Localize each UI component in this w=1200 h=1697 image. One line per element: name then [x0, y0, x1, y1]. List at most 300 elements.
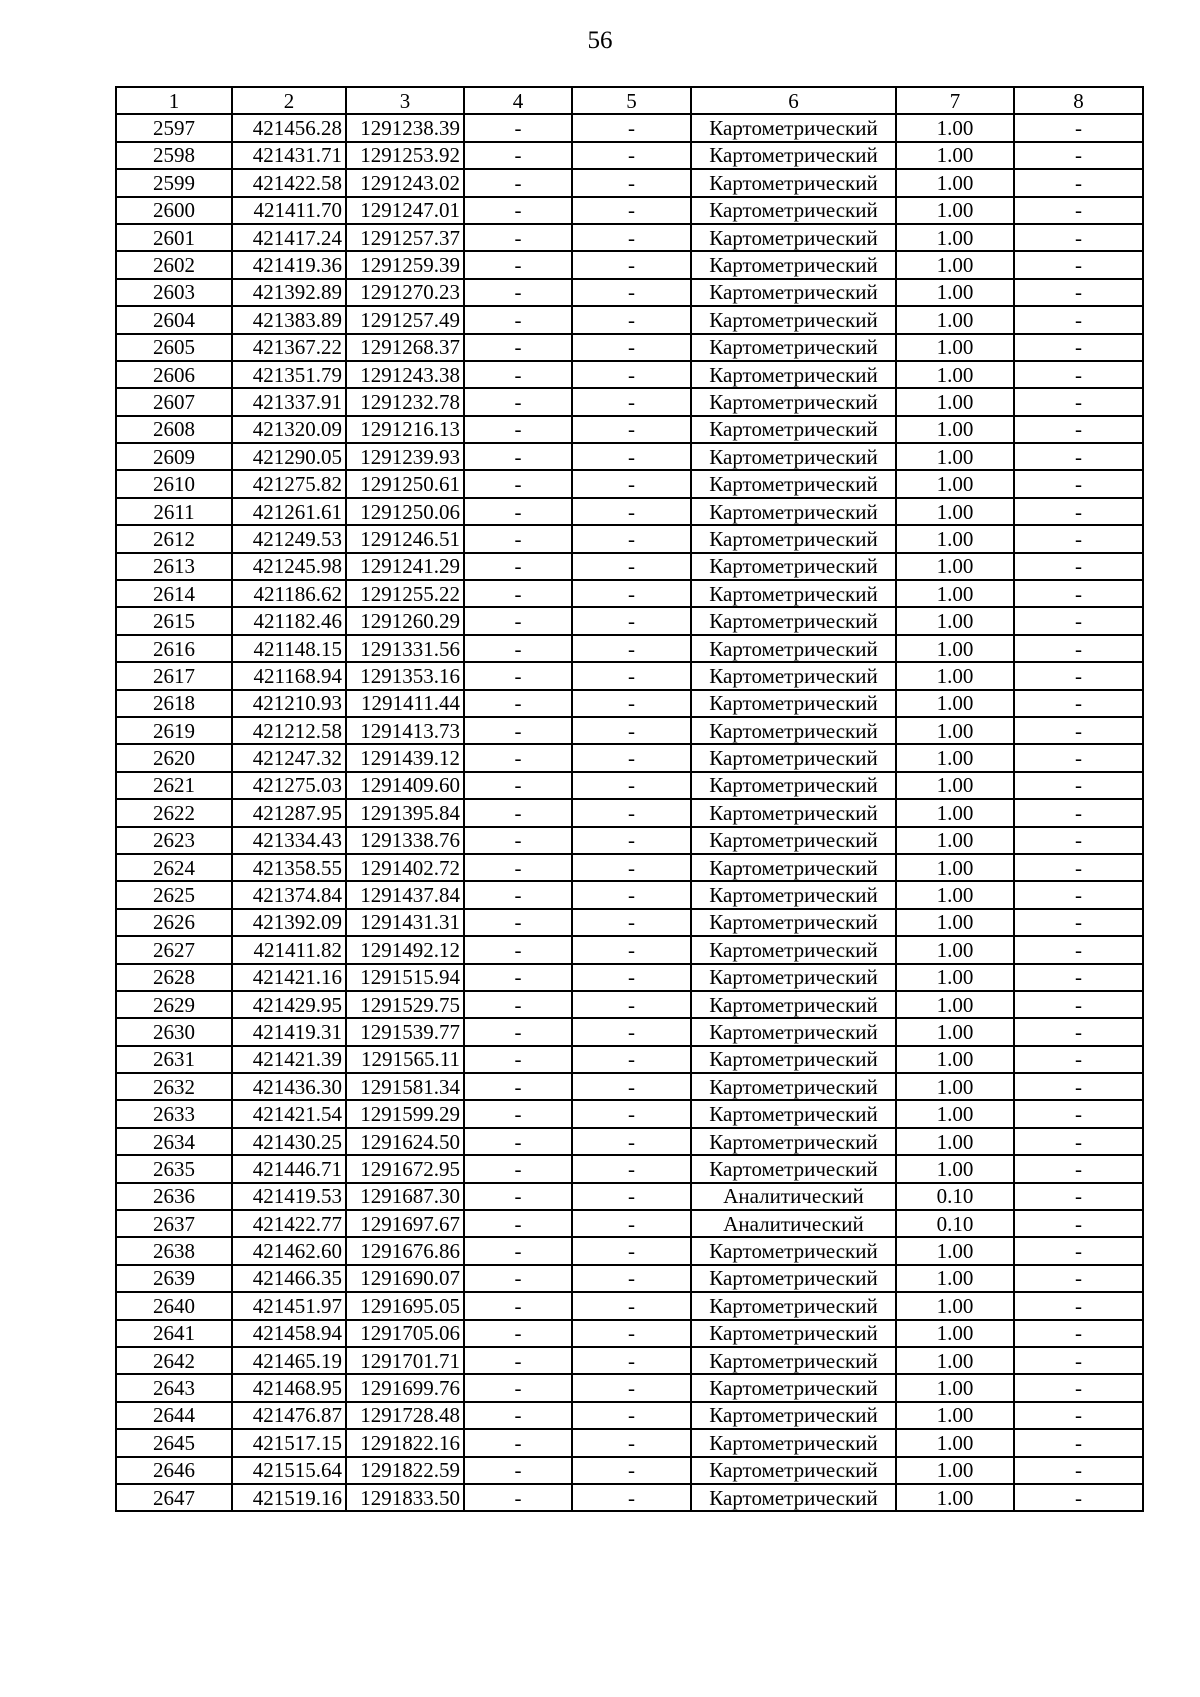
- column-4-cell: -: [464, 772, 572, 799]
- column-5-cell: -: [572, 169, 691, 196]
- column-5-cell: -: [572, 525, 691, 552]
- y-coordinate-cell: 1291822.59: [346, 1457, 464, 1484]
- column-8-cell: -: [1014, 306, 1143, 333]
- method-cell: Картометрический: [691, 1073, 896, 1100]
- column-8-cell: -: [1014, 443, 1143, 470]
- method-cell: Картометрический: [691, 553, 896, 580]
- point-number-cell: 2602: [116, 251, 232, 278]
- point-number-cell: 2627: [116, 936, 232, 963]
- y-coordinate-cell: 1291255.22: [346, 580, 464, 607]
- column-4-cell: -: [464, 443, 572, 470]
- table-row: [116, 690, 1143, 717]
- accuracy-cell: 1.00: [896, 799, 1014, 826]
- column-8-cell: -: [1014, 717, 1143, 744]
- table-row: [116, 662, 1143, 689]
- table-row: [116, 744, 1143, 771]
- accuracy-cell: 1.00: [896, 1046, 1014, 1073]
- x-coordinate-cell: 421392.09: [232, 909, 346, 936]
- table-row: [116, 1292, 1143, 1319]
- column-8-cell: -: [1014, 1265, 1143, 1292]
- table-row: [116, 964, 1143, 991]
- x-coordinate-cell: 421458.94: [232, 1320, 346, 1347]
- table-row: [116, 936, 1143, 963]
- column-5-cell: -: [572, 772, 691, 799]
- point-number-cell: 2624: [116, 854, 232, 881]
- column-4-cell: -: [464, 197, 572, 224]
- column-8-cell: -: [1014, 1155, 1143, 1182]
- column-5-cell: -: [572, 909, 691, 936]
- column-8-cell: -: [1014, 772, 1143, 799]
- accuracy-cell: 1.00: [896, 114, 1014, 141]
- column-8-cell: -: [1014, 827, 1143, 854]
- table-row: [116, 114, 1143, 141]
- method-cell: Картометрический: [691, 498, 896, 525]
- accuracy-cell: 1.00: [896, 1265, 1014, 1292]
- column-5-cell: -: [572, 964, 691, 991]
- column-4-cell: -: [464, 169, 572, 196]
- column-4-cell: -: [464, 114, 572, 141]
- point-number-cell: 2599: [116, 169, 232, 196]
- y-coordinate-cell: 1291243.02: [346, 169, 464, 196]
- point-number-cell: 2616: [116, 635, 232, 662]
- page-number: 56: [587, 27, 613, 54]
- x-coordinate-cell: 421212.58: [232, 717, 346, 744]
- accuracy-cell: 1.00: [896, 662, 1014, 689]
- table-row: [116, 416, 1143, 443]
- accuracy-cell: 1.00: [896, 498, 1014, 525]
- column-4-cell: -: [464, 881, 572, 908]
- method-cell: Картометрический: [691, 662, 896, 689]
- method-cell: Картометрический: [691, 361, 896, 388]
- column-4-cell: -: [464, 1374, 572, 1401]
- table-header-row: [116, 87, 1143, 114]
- x-coordinate-cell: 421421.54: [232, 1100, 346, 1127]
- column-header: 2: [232, 87, 346, 114]
- x-coordinate-cell: 421465.19: [232, 1347, 346, 1374]
- table-row: [116, 1374, 1143, 1401]
- column-4-cell: -: [464, 1073, 572, 1100]
- accuracy-cell: 1.00: [896, 306, 1014, 333]
- column-5-cell: -: [572, 142, 691, 169]
- column-8-cell: -: [1014, 334, 1143, 361]
- x-coordinate-cell: 421320.09: [232, 416, 346, 443]
- column-5-cell: -: [572, 1484, 691, 1511]
- point-number-cell: 2630: [116, 1018, 232, 1045]
- column-8-cell: -: [1014, 1429, 1143, 1456]
- point-number-cell: 2645: [116, 1429, 232, 1456]
- accuracy-cell: 1.00: [896, 1374, 1014, 1401]
- column-4-cell: -: [464, 909, 572, 936]
- column-8-cell: -: [1014, 1457, 1143, 1484]
- x-coordinate-cell: 421436.30: [232, 1073, 346, 1100]
- accuracy-cell: 1.00: [896, 553, 1014, 580]
- method-cell: Аналитический: [691, 1210, 896, 1237]
- y-coordinate-cell: 1291241.29: [346, 553, 464, 580]
- column-4-cell: -: [464, 690, 572, 717]
- x-coordinate-cell: 421261.61: [232, 498, 346, 525]
- column-5-cell: -: [572, 553, 691, 580]
- column-8-cell: -: [1014, 635, 1143, 662]
- accuracy-cell: 1.00: [896, 251, 1014, 278]
- point-number-cell: 2613: [116, 553, 232, 580]
- y-coordinate-cell: 1291250.06: [346, 498, 464, 525]
- point-number-cell: 2625: [116, 881, 232, 908]
- point-number-cell: 2628: [116, 964, 232, 991]
- method-cell: Картометрический: [691, 306, 896, 333]
- method-cell: Картометрический: [691, 1046, 896, 1073]
- point-number-cell: 2637: [116, 1210, 232, 1237]
- column-8-cell: -: [1014, 1018, 1143, 1045]
- column-4-cell: -: [464, 964, 572, 991]
- column-5-cell: -: [572, 388, 691, 415]
- method-cell: Картометрический: [691, 197, 896, 224]
- table-row: [116, 607, 1143, 634]
- table-row: [116, 991, 1143, 1018]
- method-cell: Аналитический: [691, 1183, 896, 1210]
- column-5-cell: -: [572, 854, 691, 881]
- column-5-cell: -: [572, 690, 691, 717]
- method-cell: Картометрический: [691, 607, 896, 634]
- point-number-cell: 2632: [116, 1073, 232, 1100]
- point-number-cell: 2621: [116, 772, 232, 799]
- y-coordinate-cell: 1291257.49: [346, 306, 464, 333]
- accuracy-cell: 1.00: [896, 279, 1014, 306]
- column-4-cell: -: [464, 1237, 572, 1264]
- point-number-cell: 2598: [116, 142, 232, 169]
- accuracy-cell: 1.00: [896, 909, 1014, 936]
- y-coordinate-cell: 1291395.84: [346, 799, 464, 826]
- column-4-cell: -: [464, 224, 572, 251]
- table-row: [116, 881, 1143, 908]
- point-number-cell: 2629: [116, 991, 232, 1018]
- accuracy-cell: 1.00: [896, 142, 1014, 169]
- column-4-cell: -: [464, 635, 572, 662]
- point-number-cell: 2636: [116, 1183, 232, 1210]
- x-coordinate-cell: 421446.71: [232, 1155, 346, 1182]
- column-8-cell: -: [1014, 1347, 1143, 1374]
- column-4-cell: -: [464, 1484, 572, 1511]
- column-4-cell: -: [464, 1292, 572, 1319]
- column-4-cell: -: [464, 662, 572, 689]
- point-number-cell: 2617: [116, 662, 232, 689]
- point-number-cell: 2639: [116, 1265, 232, 1292]
- y-coordinate-cell: 1291331.56: [346, 635, 464, 662]
- point-number-cell: 2603: [116, 279, 232, 306]
- method-cell: Картометрический: [691, 388, 896, 415]
- point-number-cell: 2607: [116, 388, 232, 415]
- y-coordinate-cell: 1291581.34: [346, 1073, 464, 1100]
- y-coordinate-cell: 1291492.12: [346, 936, 464, 963]
- x-coordinate-cell: 421358.55: [232, 854, 346, 881]
- y-coordinate-cell: 1291565.11: [346, 1046, 464, 1073]
- column-8-cell: -: [1014, 1183, 1143, 1210]
- column-4-cell: -: [464, 1402, 572, 1429]
- column-5-cell: -: [572, 470, 691, 497]
- table-row: [116, 388, 1143, 415]
- method-cell: Картометрический: [691, 936, 896, 963]
- method-cell: Картометрический: [691, 1347, 896, 1374]
- accuracy-cell: 1.00: [896, 224, 1014, 251]
- accuracy-cell: 1.00: [896, 881, 1014, 908]
- table-row: [116, 1402, 1143, 1429]
- method-cell: Картометрический: [691, 1155, 896, 1182]
- accuracy-cell: 1.00: [896, 443, 1014, 470]
- point-number-cell: 2631: [116, 1046, 232, 1073]
- method-cell: Картометрический: [691, 1320, 896, 1347]
- x-coordinate-cell: 421367.22: [232, 334, 346, 361]
- method-cell: Картометрический: [691, 114, 896, 141]
- column-5-cell: -: [572, 306, 691, 333]
- accuracy-cell: 1.00: [896, 580, 1014, 607]
- accuracy-cell: 1.00: [896, 936, 1014, 963]
- method-cell: Картометрический: [691, 525, 896, 552]
- column-5-cell: -: [572, 197, 691, 224]
- y-coordinate-cell: 1291411.44: [346, 690, 464, 717]
- x-coordinate-cell: 421419.53: [232, 1183, 346, 1210]
- y-coordinate-cell: 1291260.29: [346, 607, 464, 634]
- x-coordinate-cell: 421429.95: [232, 991, 346, 1018]
- x-coordinate-cell: 421275.03: [232, 772, 346, 799]
- method-cell: Картометрический: [691, 580, 896, 607]
- column-5-cell: -: [572, 334, 691, 361]
- column-4-cell: -: [464, 1046, 572, 1073]
- column-5-cell: -: [572, 580, 691, 607]
- point-number-cell: 2640: [116, 1292, 232, 1319]
- point-number-cell: 2643: [116, 1374, 232, 1401]
- column-4-cell: -: [464, 991, 572, 1018]
- x-coordinate-cell: 421247.32: [232, 744, 346, 771]
- column-8-cell: -: [1014, 854, 1143, 881]
- column-5-cell: -: [572, 279, 691, 306]
- column-4-cell: -: [464, 1347, 572, 1374]
- column-8-cell: -: [1014, 1374, 1143, 1401]
- column-4-cell: -: [464, 580, 572, 607]
- column-8-cell: -: [1014, 1237, 1143, 1264]
- y-coordinate-cell: 1291247.01: [346, 197, 464, 224]
- method-cell: Картометрический: [691, 1429, 896, 1456]
- column-5-cell: -: [572, 1429, 691, 1456]
- column-8-cell: -: [1014, 169, 1143, 196]
- column-8-cell: -: [1014, 142, 1143, 169]
- column-header: 7: [896, 87, 1014, 114]
- x-coordinate-cell: 421275.82: [232, 470, 346, 497]
- table-row: [116, 1046, 1143, 1073]
- table-row: [116, 1155, 1143, 1182]
- y-coordinate-cell: 1291250.61: [346, 470, 464, 497]
- column-8-cell: -: [1014, 1484, 1143, 1511]
- column-4-cell: -: [464, 744, 572, 771]
- accuracy-cell: 1.00: [896, 635, 1014, 662]
- column-8-cell: -: [1014, 114, 1143, 141]
- y-coordinate-cell: 1291431.31: [346, 909, 464, 936]
- x-coordinate-cell: 421168.94: [232, 662, 346, 689]
- column-5-cell: -: [572, 1374, 691, 1401]
- table-row: [116, 909, 1143, 936]
- table-row: [116, 251, 1143, 278]
- point-number-cell: 2605: [116, 334, 232, 361]
- x-coordinate-cell: 421431.71: [232, 142, 346, 169]
- y-coordinate-cell: 1291216.13: [346, 416, 464, 443]
- y-coordinate-cell: 1291402.72: [346, 854, 464, 881]
- accuracy-cell: 1.00: [896, 525, 1014, 552]
- x-coordinate-cell: 421210.93: [232, 690, 346, 717]
- accuracy-cell: 1.00: [896, 1100, 1014, 1127]
- x-coordinate-cell: 421419.36: [232, 251, 346, 278]
- table-row: [116, 1073, 1143, 1100]
- y-coordinate-cell: 1291697.67: [346, 1210, 464, 1237]
- y-coordinate-cell: 1291695.05: [346, 1292, 464, 1319]
- x-coordinate-cell: 421383.89: [232, 306, 346, 333]
- x-coordinate-cell: 421466.35: [232, 1265, 346, 1292]
- column-8-cell: -: [1014, 361, 1143, 388]
- x-coordinate-cell: 421515.64: [232, 1457, 346, 1484]
- column-4-cell: -: [464, 470, 572, 497]
- y-coordinate-cell: 1291529.75: [346, 991, 464, 1018]
- column-4-cell: -: [464, 854, 572, 881]
- table-row: [116, 580, 1143, 607]
- accuracy-cell: 1.00: [896, 1155, 1014, 1182]
- column-4-cell: -: [464, 142, 572, 169]
- point-number-cell: 2611: [116, 498, 232, 525]
- x-coordinate-cell: 421351.79: [232, 361, 346, 388]
- column-5-cell: -: [572, 607, 691, 634]
- method-cell: Картометрический: [691, 799, 896, 826]
- method-cell: Картометрический: [691, 964, 896, 991]
- column-5-cell: -: [572, 1128, 691, 1155]
- method-cell: Картометрический: [691, 334, 896, 361]
- accuracy-cell: 1.00: [896, 1320, 1014, 1347]
- x-coordinate-cell: 421249.53: [232, 525, 346, 552]
- table-row: [116, 1210, 1143, 1237]
- method-cell: Картометрический: [691, 1374, 896, 1401]
- table-row: [116, 1320, 1143, 1347]
- table-row: [116, 1128, 1143, 1155]
- x-coordinate-cell: 421290.05: [232, 443, 346, 470]
- point-number-cell: 2633: [116, 1100, 232, 1127]
- column-8-cell: -: [1014, 279, 1143, 306]
- column-header: 3: [346, 87, 464, 114]
- point-number-cell: 2609: [116, 443, 232, 470]
- table-row: [116, 717, 1143, 744]
- accuracy-cell: 1.00: [896, 1402, 1014, 1429]
- table-row: [116, 553, 1143, 580]
- x-coordinate-cell: 421411.70: [232, 197, 346, 224]
- column-5-cell: -: [572, 744, 691, 771]
- column-4-cell: -: [464, 827, 572, 854]
- y-coordinate-cell: 1291705.06: [346, 1320, 464, 1347]
- column-8-cell: -: [1014, 580, 1143, 607]
- table-row: [116, 142, 1143, 169]
- table-row: [116, 1237, 1143, 1264]
- x-coordinate-cell: 421451.97: [232, 1292, 346, 1319]
- column-5-cell: -: [572, 881, 691, 908]
- column-5-cell: -: [572, 443, 691, 470]
- table-row: [116, 1018, 1143, 1045]
- x-coordinate-cell: 421421.39: [232, 1046, 346, 1073]
- method-cell: Картометрический: [691, 416, 896, 443]
- column-5-cell: -: [572, 1100, 691, 1127]
- method-cell: Картометрический: [691, 744, 896, 771]
- method-cell: Картометрический: [691, 635, 896, 662]
- column-5-cell: -: [572, 1402, 691, 1429]
- point-number-cell: 2600: [116, 197, 232, 224]
- point-number-cell: 2641: [116, 1320, 232, 1347]
- table-row: [116, 854, 1143, 881]
- column-header: 4: [464, 87, 572, 114]
- column-4-cell: -: [464, 1320, 572, 1347]
- table-row: [116, 827, 1143, 854]
- column-4-cell: -: [464, 498, 572, 525]
- y-coordinate-cell: 1291253.92: [346, 142, 464, 169]
- column-8-cell: -: [1014, 197, 1143, 224]
- y-coordinate-cell: 1291246.51: [346, 525, 464, 552]
- column-8-cell: -: [1014, 470, 1143, 497]
- column-4-cell: -: [464, 1183, 572, 1210]
- column-8-cell: -: [1014, 964, 1143, 991]
- accuracy-cell: 1.00: [896, 1429, 1014, 1456]
- point-number-cell: 2626: [116, 909, 232, 936]
- column-5-cell: -: [572, 936, 691, 963]
- column-4-cell: -: [464, 416, 572, 443]
- method-cell: Картометрический: [691, 142, 896, 169]
- column-8-cell: -: [1014, 881, 1143, 908]
- column-4-cell: -: [464, 525, 572, 552]
- x-coordinate-cell: 421468.95: [232, 1374, 346, 1401]
- x-coordinate-cell: 421337.91: [232, 388, 346, 415]
- column-8-cell: -: [1014, 1292, 1143, 1319]
- table-row: [116, 361, 1143, 388]
- column-8-cell: -: [1014, 744, 1143, 771]
- x-coordinate-cell: 421182.46: [232, 607, 346, 634]
- column-4-cell: -: [464, 799, 572, 826]
- y-coordinate-cell: 1291353.16: [346, 662, 464, 689]
- column-header: 6: [691, 87, 896, 114]
- y-coordinate-cell: 1291687.30: [346, 1183, 464, 1210]
- y-coordinate-cell: 1291690.07: [346, 1265, 464, 1292]
- y-coordinate-cell: 1291243.38: [346, 361, 464, 388]
- column-4-cell: -: [464, 1265, 572, 1292]
- table-row: [116, 635, 1143, 662]
- y-coordinate-cell: 1291728.48: [346, 1402, 464, 1429]
- method-cell: Картометрический: [691, 1457, 896, 1484]
- point-number-cell: 2604: [116, 306, 232, 333]
- accuracy-cell: 1.00: [896, 1347, 1014, 1374]
- column-5-cell: -: [572, 498, 691, 525]
- column-4-cell: -: [464, 306, 572, 333]
- column-5-cell: -: [572, 1073, 691, 1100]
- column-8-cell: -: [1014, 1320, 1143, 1347]
- point-number-cell: 2601: [116, 224, 232, 251]
- column-8-cell: -: [1014, 1402, 1143, 1429]
- y-coordinate-cell: 1291599.29: [346, 1100, 464, 1127]
- table-body: [116, 114, 1143, 1511]
- table-row: [116, 197, 1143, 224]
- column-8-cell: -: [1014, 1100, 1143, 1127]
- column-8-cell: -: [1014, 1128, 1143, 1155]
- y-coordinate-cell: 1291539.77: [346, 1018, 464, 1045]
- y-coordinate-cell: 1291268.37: [346, 334, 464, 361]
- method-cell: Картометрический: [691, 772, 896, 799]
- column-4-cell: -: [464, 1128, 572, 1155]
- method-cell: Картометрический: [691, 881, 896, 908]
- point-number-cell: 2647: [116, 1484, 232, 1511]
- accuracy-cell: 1.00: [896, 361, 1014, 388]
- column-4-cell: -: [464, 279, 572, 306]
- y-coordinate-cell: 1291672.95: [346, 1155, 464, 1182]
- column-8-cell: -: [1014, 416, 1143, 443]
- column-8-cell: -: [1014, 1073, 1143, 1100]
- column-8-cell: -: [1014, 662, 1143, 689]
